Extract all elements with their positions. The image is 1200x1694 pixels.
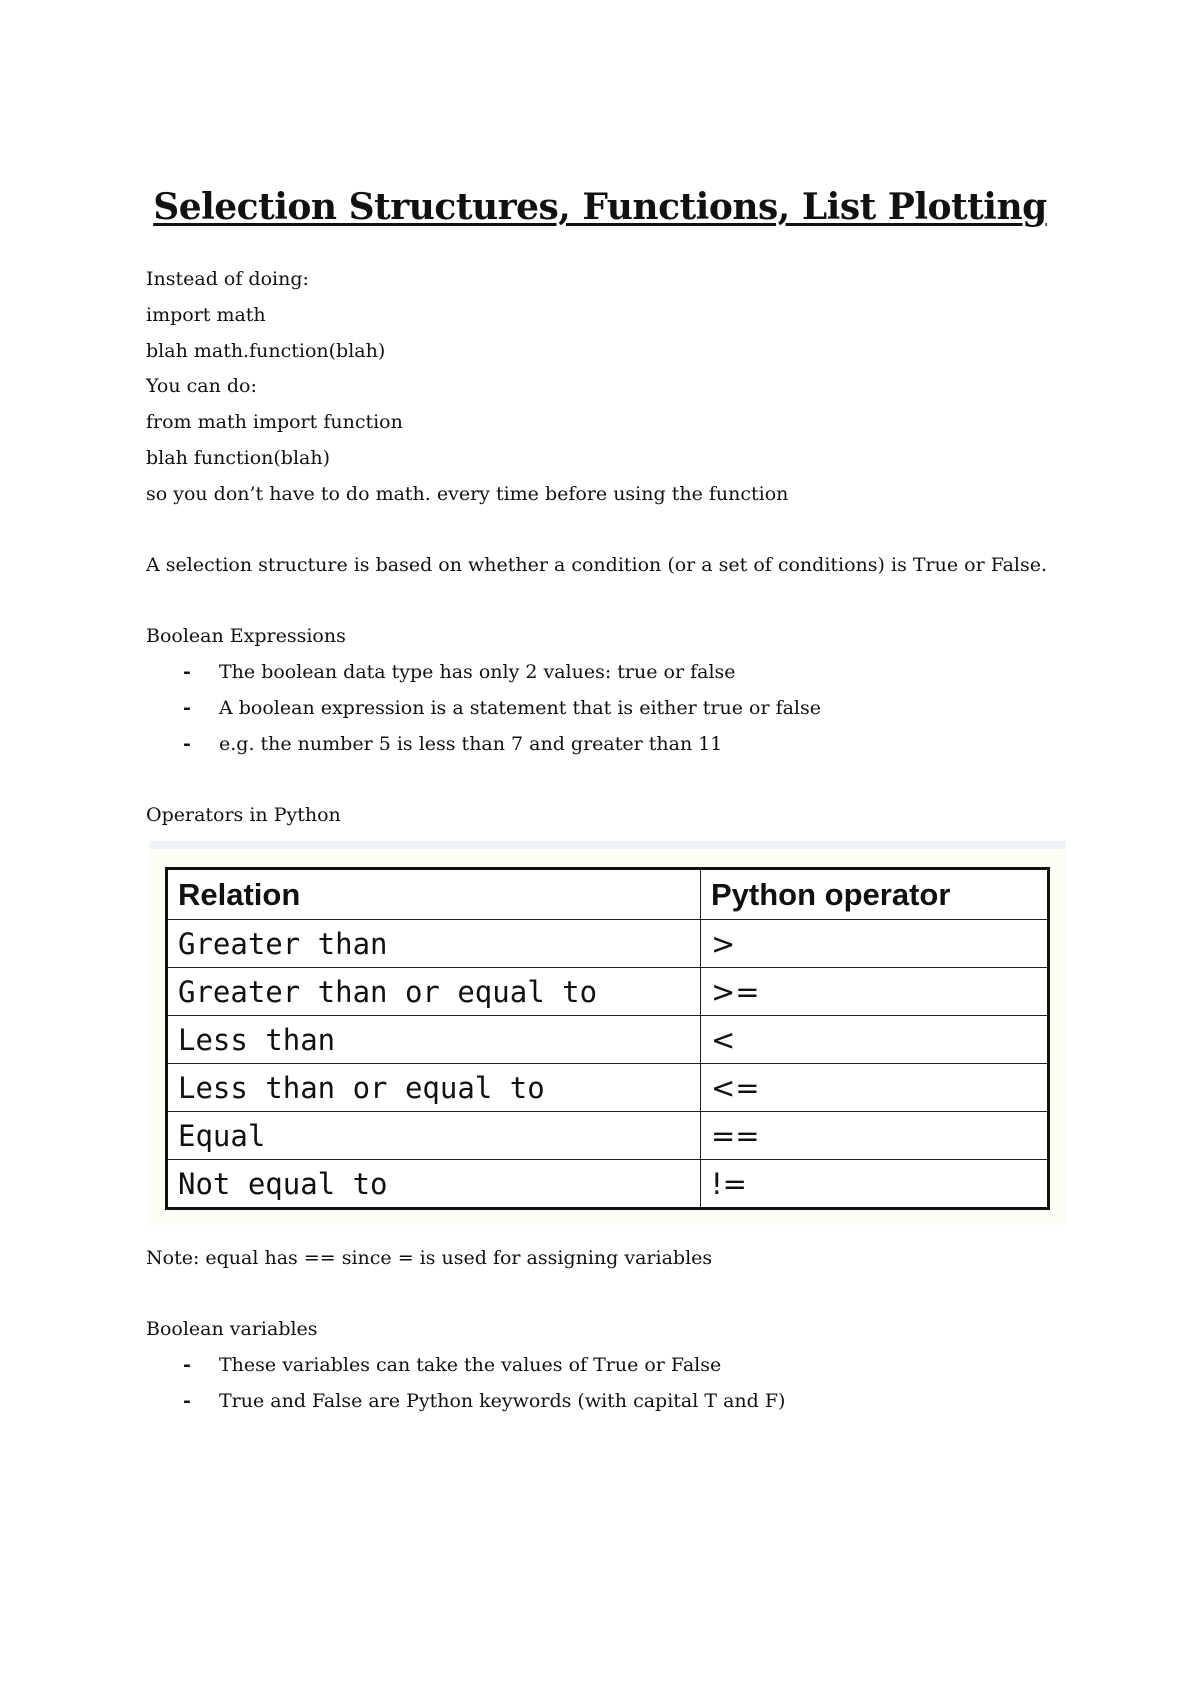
- intro-line: blah function(blah): [146, 447, 331, 469]
- page-title: Selection Structures, Functions, List Plotting: [153, 186, 1047, 228]
- relation-cell: Less than: [167, 1016, 701, 1064]
- intro-line: import math: [146, 304, 266, 326]
- list-item: [183, 1389, 785, 1413]
- section-heading-boolean-variables: Boolean variables: [146, 1318, 318, 1340]
- operators-table: [165, 867, 1050, 1210]
- bullet-dash: -: [183, 733, 191, 755]
- intro-line: Instead of doing:: [146, 268, 309, 290]
- list-item: [183, 696, 821, 720]
- intro-line: so you don’t have to do math. every time before using the function: [146, 483, 789, 505]
- list-item-text: A boolean expression is a statement that is either true or false: [219, 697, 821, 719]
- list-item: [183, 660, 736, 684]
- table-header-row: [167, 869, 1049, 920]
- table-row: [167, 1016, 1049, 1064]
- section-heading-boolean-expressions: Boolean Expressions: [146, 625, 346, 647]
- list-item-text: e.g. the number 5 is less than 7 and greater than 11: [219, 733, 723, 755]
- list-item-text: True and False are Python keywords (with capital T and F): [219, 1390, 786, 1412]
- column-header-relation: Relation: [167, 869, 701, 920]
- table-row: [167, 1112, 1049, 1160]
- list-item-text: These variables can take the values of True or False: [219, 1354, 722, 1376]
- list-item: [183, 1353, 721, 1377]
- operator-cell: ==: [701, 1112, 1049, 1160]
- table-row: [167, 968, 1049, 1016]
- relation-cell: Equal: [167, 1112, 701, 1160]
- operator-cell: <=: [701, 1064, 1049, 1112]
- table-row: [167, 920, 1049, 968]
- operator-cell: >: [701, 920, 1049, 968]
- bullet-dash: -: [183, 661, 191, 683]
- table-row: [167, 1160, 1049, 1209]
- intro-line: You can do:: [146, 375, 257, 397]
- operator-cell: <: [701, 1016, 1049, 1064]
- table-row: [167, 1064, 1049, 1112]
- operator-cell: >=: [701, 968, 1049, 1016]
- bullet-dash: -: [183, 697, 191, 719]
- intro-line: blah math.function(blah): [146, 340, 386, 362]
- bullet-dash: -: [183, 1354, 191, 1376]
- operators-table-image: [149, 841, 1066, 1225]
- operators-note: Note: equal has == since = is used for assigning variables: [146, 1247, 713, 1269]
- relation-cell: Greater than or equal to: [167, 968, 701, 1016]
- list-item: [183, 732, 722, 756]
- selection-sentence: A selection structure is based on whether a condition (or a set of conditions) is True or False.: [146, 554, 1048, 576]
- section-heading-operators: Operators in Python: [146, 804, 341, 826]
- column-header-python-operator: Python operator: [701, 869, 1049, 920]
- intro-line: from math import function: [146, 411, 403, 433]
- relation-cell: Less than or equal to: [167, 1064, 701, 1112]
- relation-cell: Greater than: [167, 920, 701, 968]
- relation-cell: Not equal to: [167, 1160, 701, 1209]
- operator-cell: !=: [701, 1160, 1049, 1209]
- list-item-text: The boolean data type has only 2 values: true or false: [219, 661, 736, 683]
- bullet-dash: -: [183, 1390, 191, 1412]
